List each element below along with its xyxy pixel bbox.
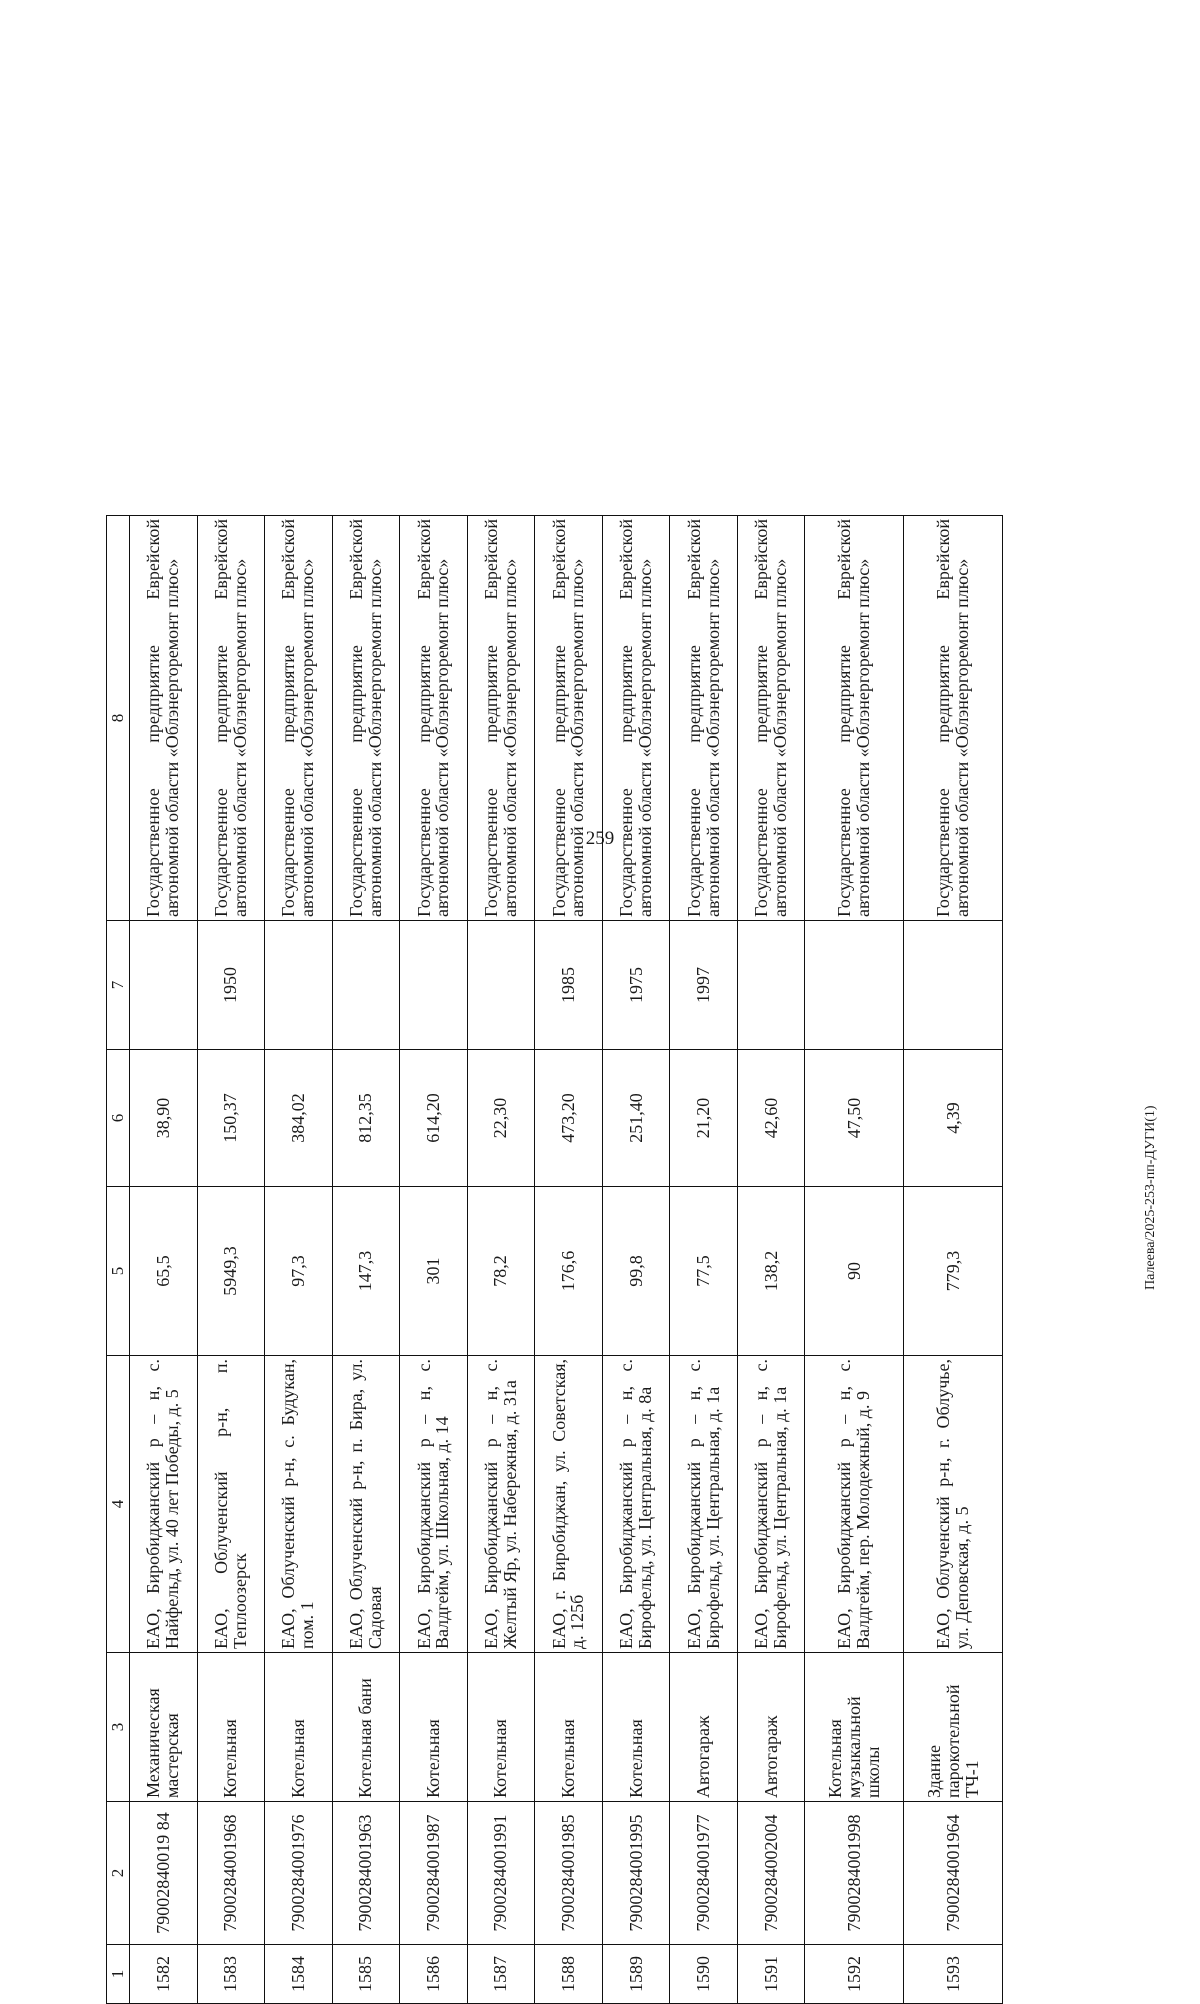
object-area-cell: 138,2: [737, 1187, 805, 1356]
right-holder-cell: Государственное предприятие Еврейской автономной области «Облэнергоремонт плюс»: [737, 516, 805, 921]
object-address-cell: ЕАО, Биробиджанский р – н, с. Найфельд, ул. 40 лет Победы, д. 5: [130, 1356, 198, 1653]
right-holder-cell: Государственное предприятие Еврейской автономной области «Облэнергоремонт плюс»: [670, 516, 738, 921]
object-name-cell: Здание парокотельной ТЧ-1: [904, 1653, 1003, 1802]
object-area-cell: 147,3: [332, 1187, 400, 1356]
table-row: [737, 516, 805, 2004]
object-value-cell: 21,20: [670, 1050, 738, 1187]
table-row: [535, 516, 603, 2004]
object-area-cell: 97,3: [265, 1187, 333, 1356]
cadastral-number-cell: 79002840019 84: [130, 1802, 198, 1945]
cadastral-number-cell: 7900284001995: [602, 1802, 670, 1945]
object-area-cell: 65,5: [130, 1187, 198, 1356]
object-address-cell: ЕАО, Облученский р-н, п. Теплоозерск: [197, 1356, 265, 1653]
construction-year-cell: 1997: [670, 921, 738, 1050]
table-row: [805, 516, 904, 2004]
object-name-cell: Котельная: [265, 1653, 333, 1802]
object-value-cell: 473,20: [535, 1050, 603, 1187]
object-area-cell: 77,5: [670, 1187, 738, 1356]
construction-year-cell: [265, 921, 333, 1050]
cadastral-number-cell: 7900284001985: [535, 1802, 603, 1945]
cadastral-number-cell: 7900284001963: [332, 1802, 400, 1945]
row-number-cell: 1591: [737, 1945, 805, 2004]
cadastral-number-cell: 7900284001987: [400, 1802, 468, 1945]
rotated-table-container: [106, 84, 1003, 2004]
object-area-cell: 99,8: [602, 1187, 670, 1356]
table-row: [400, 516, 468, 2004]
table-row: [130, 516, 198, 2004]
object-address-cell: ЕАО, Биробиджанский р – н, с. Бирофельд, ул. Центральная, д. 1а: [670, 1356, 738, 1653]
row-number-cell: 1586: [400, 1945, 468, 2004]
column-header: 2: [107, 1802, 130, 1945]
cadastral-number-cell: 7900284001998: [805, 1802, 904, 1945]
right-holder-cell: Государственное предприятие Еврейской автономной области «Облэнергоремонт плюс»: [130, 516, 198, 921]
table-row: [670, 516, 738, 2004]
row-number-cell: 1584: [265, 1945, 333, 2004]
object-value-cell: 150,37: [197, 1050, 265, 1187]
construction-year-cell: 1985: [535, 921, 603, 1050]
row-number-cell: 1592: [805, 1945, 904, 2004]
cadastral-number-cell: 7900284002004: [737, 1802, 805, 1945]
row-number-cell: 1582: [130, 1945, 198, 2004]
object-value-cell: 4,39: [904, 1050, 1003, 1187]
right-holder-cell: Государственное предприятие Еврейской автономной области «Облэнергоремонт плюс»: [197, 516, 265, 921]
object-area-cell: 176,6: [535, 1187, 603, 1356]
object-value-cell: 22,30: [467, 1050, 535, 1187]
construction-year-cell: [805, 921, 904, 1050]
table-row: [265, 516, 333, 2004]
column-header: 5: [107, 1187, 130, 1356]
cadastral-number-cell: 7900284001976: [265, 1802, 333, 1945]
object-value-cell: 614,20: [400, 1050, 468, 1187]
table-row: [467, 516, 535, 2004]
right-holder-cell: Государственное предприятие Еврейской автономной области «Облэнергоремонт плюс»: [400, 516, 468, 921]
document-code: Палеева/2025-253-пп-ДУГИ(1): [1143, 1105, 1158, 1290]
object-name-cell: Котельная: [602, 1653, 670, 1802]
construction-year-cell: [130, 921, 198, 1050]
object-address-cell: ЕАО, Биробиджанский р – н, с. Валдгейм, пер. Молодежный, д. 9: [805, 1356, 904, 1653]
object-name-cell: Котельная: [467, 1653, 535, 1802]
column-header: 7: [107, 921, 130, 1050]
cadastral-number-cell: 7900284001968: [197, 1802, 265, 1945]
column-header: 6: [107, 1050, 130, 1187]
object-value-cell: 38,90: [130, 1050, 198, 1187]
object-value-cell: 384,02: [265, 1050, 333, 1187]
column-header: 1: [107, 1945, 130, 2004]
column-header: 3: [107, 1653, 130, 1802]
cadastral-number-cell: 7900284001964: [904, 1802, 1003, 1945]
object-value-cell: 42,60: [737, 1050, 805, 1187]
property-registry-table: [106, 515, 1003, 2004]
object-name-cell: Котельная музыкальной школы: [805, 1653, 904, 1802]
table-row: [332, 516, 400, 2004]
row-number-cell: 1583: [197, 1945, 265, 2004]
right-holder-cell: Государственное предприятие Еврейской автономной области «Облэнергоремонт плюс»: [535, 516, 603, 921]
object-address-cell: ЕАО, Биробиджанский р – н, с. Валдгейм, ул. Школьная, д. 14: [400, 1356, 468, 1653]
object-address-cell: ЕАО, Облученский р-н, г. Облучье, ул. Деповская, д. 5: [904, 1356, 1003, 1653]
table-row: [602, 516, 670, 2004]
object-name-cell: Котельная бани: [332, 1653, 400, 1802]
object-area-cell: 779,3: [904, 1187, 1003, 1356]
column-header: 4: [107, 1356, 130, 1653]
object-area-cell: 78,2: [467, 1187, 535, 1356]
right-holder-cell: Государственное предприятие Еврейской автономной области «Облэнергоремонт плюс»: [265, 516, 333, 921]
row-number-cell: 1593: [904, 1945, 1003, 2004]
construction-year-cell: [400, 921, 468, 1050]
object-address-cell: ЕАО, Облученский р-н, с. Будукан, пом. 1: [265, 1356, 333, 1653]
object-name-cell: Механическая мастерская: [130, 1653, 198, 1802]
right-holder-cell: Государственное предприятие Еврейской автономной области «Облэнергоремонт плюс»: [467, 516, 535, 921]
construction-year-cell: [737, 921, 805, 1050]
object-name-cell: Котельная: [400, 1653, 468, 1802]
object-area-cell: 90: [805, 1187, 904, 1356]
object-address-cell: ЕАО, Биробиджанский р – н, с. Бирофельд, ул. Центральная, д. 8а: [602, 1356, 670, 1653]
object-address-cell: ЕАО, Биробиджанский р – н, с. Желтый Яр, ул. Набережная, д. 31а: [467, 1356, 535, 1653]
construction-year-cell: [467, 921, 535, 1050]
object-value-cell: 812,35: [332, 1050, 400, 1187]
right-holder-cell: Государственное предприятие Еврейской автономной области «Облэнергоремонт плюс»: [332, 516, 400, 921]
cadastral-number-cell: 7900284001991: [467, 1802, 535, 1945]
row-number-cell: 1590: [670, 1945, 738, 2004]
row-number-cell: 1589: [602, 1945, 670, 2004]
right-holder-cell: Государственное предприятие Еврейской автономной области «Облэнергоремонт плюс»: [602, 516, 670, 921]
object-address-cell: ЕАО, Облученский р-н, п. Бира, ул. Садовая: [332, 1356, 400, 1653]
right-holder-cell: Государственное предприятие Еврейской автономной области «Облэнергоремонт плюс»: [805, 516, 904, 921]
object-name-cell: Автогараж: [737, 1653, 805, 1802]
page-number: 259: [585, 828, 615, 849]
object-name-cell: Автогараж: [670, 1653, 738, 1802]
right-holder-cell: Государственное предприятие Еврейской автономной области «Облэнергоремонт плюс»: [904, 516, 1003, 921]
construction-year-cell: [904, 921, 1003, 1050]
object-value-cell: 251,40: [602, 1050, 670, 1187]
row-number-cell: 1585: [332, 1945, 400, 2004]
row-number-cell: 1587: [467, 1945, 535, 2004]
table-header-row: [107, 516, 130, 2004]
table-row: [197, 516, 265, 2004]
object-address-cell: ЕАО, г. Биробиджан, ул. Советская, д. 125б: [535, 1356, 603, 1653]
construction-year-cell: 1975: [602, 921, 670, 1050]
construction-year-cell: 1950: [197, 921, 265, 1050]
object-value-cell: 47,50: [805, 1050, 904, 1187]
cadastral-number-cell: 7900284001977: [670, 1802, 738, 1945]
object-address-cell: ЕАО, Биробиджанский р – н, с. Бирофельд, ул. Центральная, д. 1а: [737, 1356, 805, 1653]
row-number-cell: 1588: [535, 1945, 603, 2004]
object-name-cell: Котельная: [535, 1653, 603, 1802]
object-area-cell: 5949,3: [197, 1187, 265, 1356]
object-name-cell: Котельная: [197, 1653, 265, 1802]
table-row: [904, 516, 1003, 2004]
construction-year-cell: [332, 921, 400, 1050]
object-area-cell: 301: [400, 1187, 468, 1356]
column-header: 8: [107, 516, 130, 921]
